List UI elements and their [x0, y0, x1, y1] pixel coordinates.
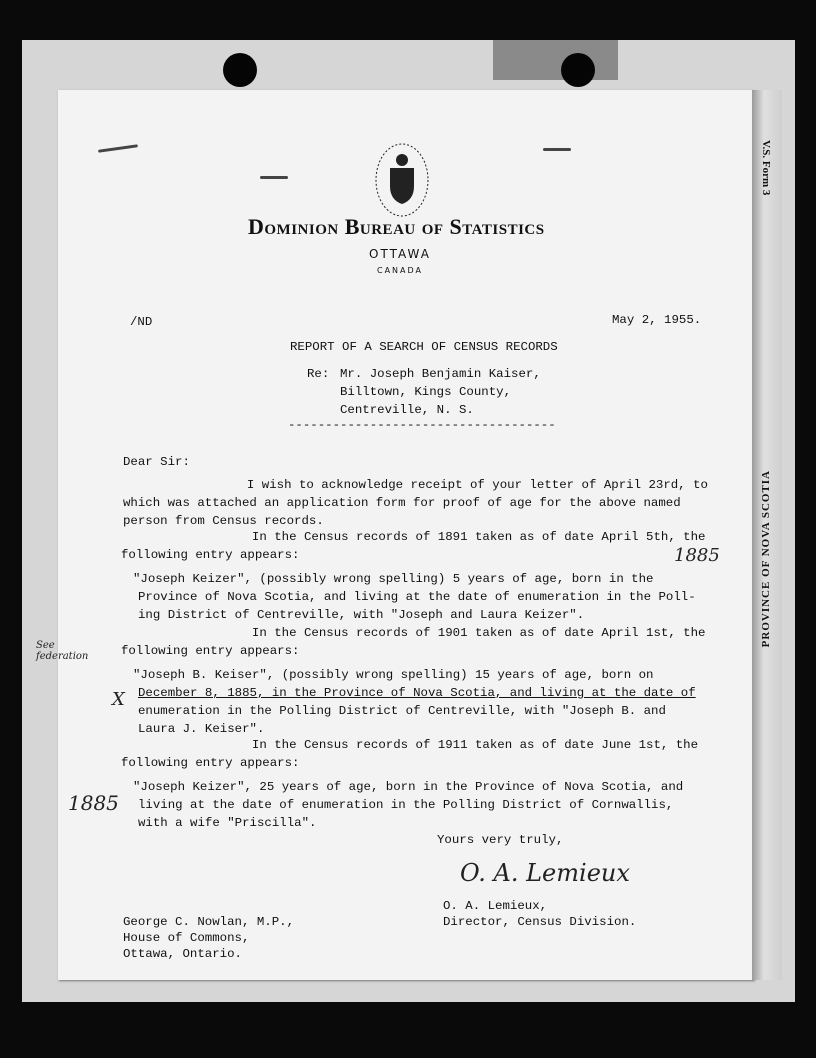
re-label: Re: [307, 367, 330, 381]
recipient-line: George C. Nowlan, M.P., [123, 915, 295, 929]
coat-of-arms-seal-icon [362, 140, 442, 220]
body-line: following entry appears: [121, 644, 300, 658]
salutation: Dear Sir: [123, 455, 190, 469]
heading: REPORT OF A SEARCH OF CENSUS RECORDS [290, 340, 558, 354]
body-line: with a wife "Priscilla". [138, 816, 317, 830]
province-label: PROVINCE OF NOVA SCOTIA [760, 470, 772, 648]
reference: /ND [130, 315, 153, 329]
city: OTTAWA [369, 247, 431, 261]
body-line: In the Census records of 1911 taken as of date June 1st, the [185, 738, 699, 752]
body-line: following entry appears: [121, 548, 300, 562]
recipient-line: House of Commons, [123, 931, 250, 945]
body-line: "Joseph Keizer", (possibly wrong spelling) 5 years of age, born in the [133, 572, 654, 586]
punch-hole [223, 53, 257, 87]
closing: Yours very truly, [437, 833, 564, 847]
body-line: which was attached an application form for proof of age for the above named [123, 496, 681, 510]
signer-title: Director, Census Division. [443, 915, 637, 929]
re-line: Mr. Joseph Benjamin Kaiser, [340, 367, 541, 381]
body-line: person from Census records. [123, 514, 324, 528]
body-line: "Joseph B. Keiser", (possibly wrong spelling) 15 years of age, born on [133, 668, 654, 682]
signature: O. A. Lemieux [460, 859, 630, 887]
handwritten-note: See federation [36, 640, 89, 662]
body-line: In the Census records of 1891 taken as of date April 5th, the [185, 530, 706, 544]
rule: ------------------------------------ [288, 418, 556, 432]
body-line: December 8, 1885, in the Province of Nova Scotia, and living at the date of [138, 686, 696, 700]
country: CANADA [376, 266, 423, 275]
organization-name: Dominion Bureau of Statistics [248, 214, 545, 239]
re-line: Centreville, N. S. [340, 403, 474, 417]
signer-name: O. A. Lemieux, [443, 899, 548, 913]
handwritten-year: 1885 [674, 545, 720, 566]
handwritten-year: 1885 [68, 791, 119, 815]
date: May 2, 1955. [612, 313, 702, 327]
handwritten-mark: X [112, 689, 125, 710]
staple [543, 148, 571, 151]
body-line: Province of Nova Scotia, and living at the date of enumeration in the Poll- [138, 590, 696, 604]
body-line: "Joseph Keizer", 25 years of age, born in the Province of Nova Scotia, and [133, 780, 684, 794]
body-line: enumeration in the Polling District of Centreville, with "Joseph B. and [138, 704, 666, 718]
body-line: Laura J. Keiser". [138, 722, 265, 736]
tape [493, 40, 618, 80]
body-line: I wish to acknowledge receipt of your letter of April 23rd, to [180, 478, 708, 492]
form-label: V.S. Form 3 [760, 140, 772, 196]
punch-hole [561, 53, 595, 87]
body-line: following entry appears: [121, 756, 300, 770]
body-line: living at the date of enumeration in the Polling District of Cornwallis, [138, 798, 674, 812]
staple [260, 176, 288, 179]
re-line: Billtown, Kings County, [340, 385, 512, 399]
recipient-line: Ottawa, Ontario. [123, 947, 242, 961]
body-line: ing District of Centreville, with "Joseph and Laura Keizer". [138, 608, 585, 622]
body-line: In the Census records of 1901 taken as of date April 1st, the [185, 626, 706, 640]
